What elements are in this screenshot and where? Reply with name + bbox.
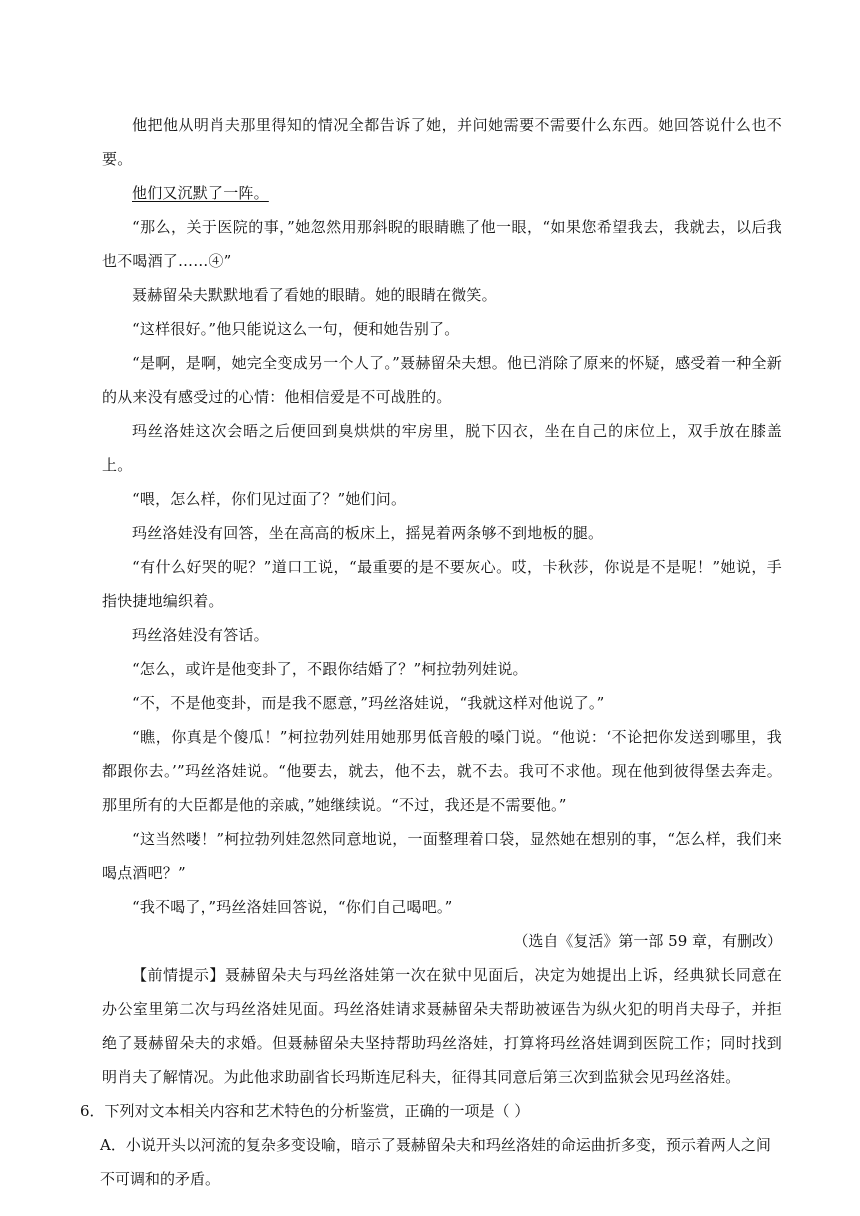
plot-hint	[102, 958, 782, 1094]
plot-hint-label: 【前情提示】	[132, 966, 225, 984]
paragraph-10: “有什么好哭的呢？”道口工说，“最重要的是不要灰心。哎，卡秋莎，你说是不是呢！”她说，手指快捷地编织着。	[102, 558, 782, 610]
paragraph-7: 玛丝洛娃这次会晤之后便回到臭烘烘的牢房里，脱下囚衣，坐在自己的床位上，双手放在膝盖上。	[102, 422, 782, 474]
paragraph-4: 聂赫留朵夫默默地看了看她的眼睛。她的眼睛在微笑。	[132, 286, 497, 304]
paragraph-16: “我不喝了，”玛丝洛娃回答说，“你们自己喝吧。”	[132, 898, 453, 916]
source-citation: （选自《复活》第一部 59 章，有删改）	[513, 932, 782, 950]
question-stem: 6．下列对文本相关内容和艺术特色的分析鉴赏，正确的一项是（ ）	[80, 1102, 530, 1120]
plot-hint-text: 聂赫留朵夫与玛丝洛娃第一次在狱中见面后，决定为她提出上诉，经典狱长同意在办公室里第二次与玛丝洛娃见面。玛丝洛娃请求聂赫留朵夫帮助被诬告为纵火犯的明肖夫母子，并拒绝了聂赫留朵夫的求婚。但聂赫留朵夫坚持帮助玛丝洛娃，打算将玛丝洛娃调到医院工作；同时找到明肖夫了解情况。为此他求助副省长玛斯连尼科夫，征得其同意后第三次到监狱会见玛丝洛娃。	[102, 966, 782, 1086]
paragraph-3: “那么，关于医院的事，”她忽然用那斜睨的眼睛瞧了他一眼，“如果您希望我去，我就去，以后我也不喝酒了……④”	[102, 218, 782, 270]
paragraph-8: “喂，怎么样，你们见过面了？”她们问。	[132, 490, 407, 508]
paragraph-2	[102, 176, 782, 210]
paragraph-15: “这当然喽！”柯拉勃列娃忽然同意地说，一面整理着口袋，显然她在想别的事，“怎么样，我们来喝点酒吧？”	[102, 830, 782, 882]
document-body	[80, 108, 782, 1196]
paragraph-1: 他把他从明肖夫那里得知的情况全都告诉了她，并问她需要不需要什么东西。她回答说什么也不要。	[102, 116, 782, 168]
option-a[interactable]: A．小说开头以河流的复杂多变设喻，暗示了聂赫留朵夫和玛丝洛娃的命运曲折多变，预示着两人之间不可调和的矛盾。	[100, 1136, 771, 1188]
paragraph-13: “不，不是他变卦，而是我不愿意，”玛丝洛娃说，“我就这样对他说了。”	[132, 694, 605, 712]
paragraph-14: “瞧，你真是个傻瓜！”柯拉勃列娃用她那男低音般的嗓门说。“他说：‘不论把你发送到哪里，我都跟你去。’”玛丝洛娃说。“他要去，就去，他不去，就不去。我可不求他。现在他到彼得堡去奔走。那里所有的大臣都是他的亲戚，”她继续说。“不过，我还是不需要他。”	[102, 728, 782, 814]
paragraph-5: “这样很好。”他只能说这么一句，便和她告别了。	[132, 320, 460, 338]
underlined-sentence: 他们又沉默了一阵。	[132, 184, 269, 202]
paragraph-12: “怎么，或许是他变卦了，不跟你结婚了？”柯拉勃列娃说。	[132, 660, 528, 678]
paragraph-6: “是啊，是啊，她完全变成另一个人了。”聂赫留朵夫想。他已消除了原来的怀疑，感受着一种全新的从来没有感受过的心情：他相信爱是不可战胜的。	[102, 354, 782, 406]
paragraph-9: 玛丝洛娃没有回答，坐在高高的板床上，摇晃着两条够不到地板的腿。	[132, 524, 604, 542]
paragraph-11: 玛丝洛娃没有答话。	[132, 626, 269, 644]
